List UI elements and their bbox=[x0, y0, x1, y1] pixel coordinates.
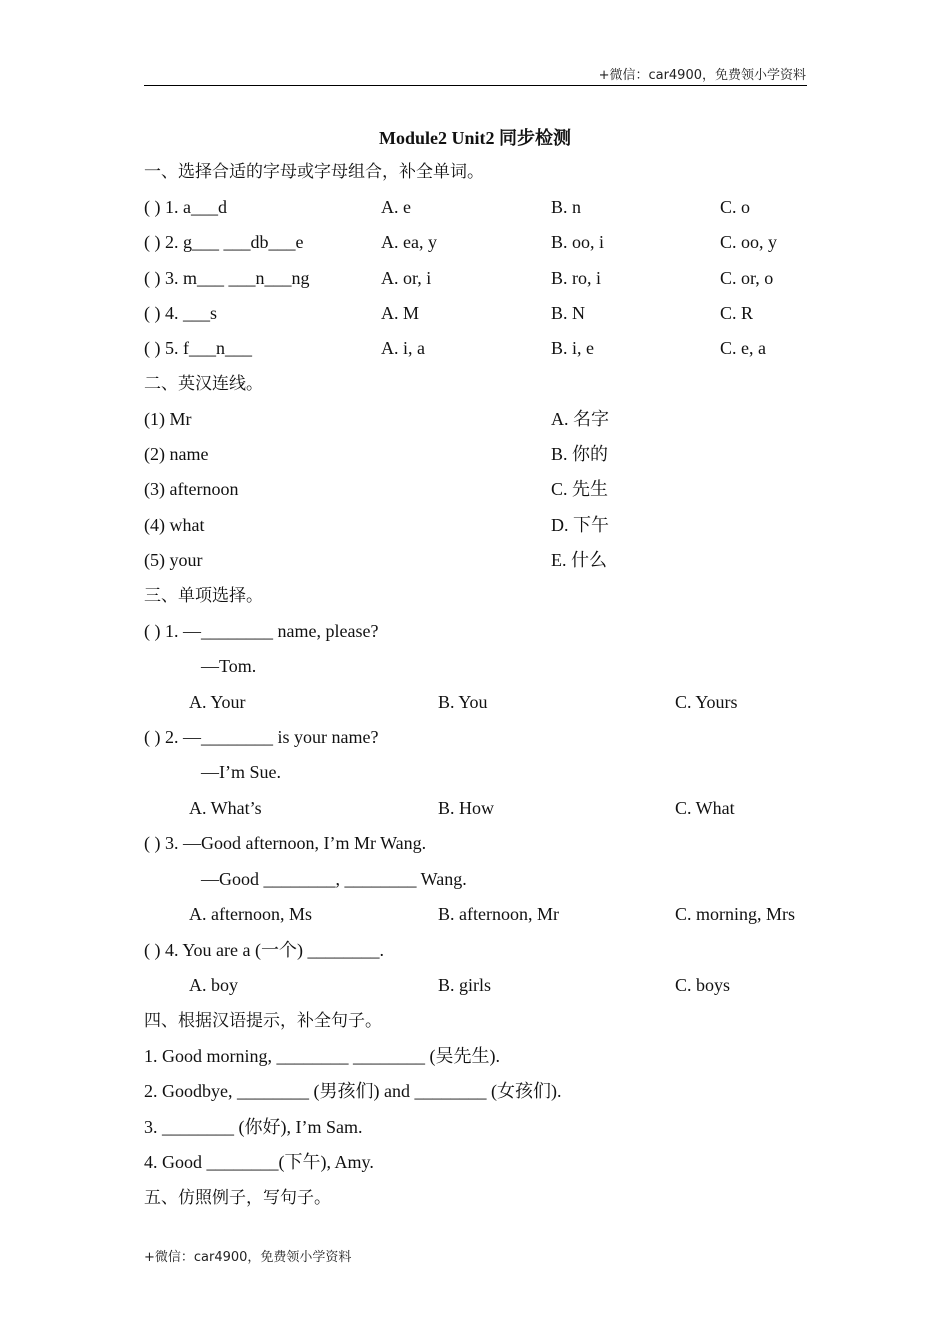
s4-item-1: 1. Good morning, ________ ________ (吴先生). bbox=[144, 1046, 500, 1066]
section2-heading: 二、英汉连线。 bbox=[144, 374, 263, 394]
s2-right-2: B. 你的 bbox=[551, 444, 609, 464]
section5-heading: 五、仿照例子，写句子。 bbox=[144, 1188, 331, 1208]
s3-q2-option-a: A. What’s bbox=[189, 798, 262, 818]
section1-heading: 一、选择合适的字母或字母组合，补全单词。 bbox=[144, 162, 484, 182]
s1-q5-option-a: A. i, a bbox=[381, 338, 425, 358]
s1-q3-option-c: C. or, o bbox=[720, 268, 774, 288]
s2-right-3: C. 先生 bbox=[551, 479, 609, 499]
s1-q2-option-b: B. oo, i bbox=[551, 232, 605, 252]
s2-left-3: (3) afternoon bbox=[144, 479, 239, 499]
s3-q2-reply: —I’m Sue. bbox=[201, 762, 281, 782]
s1-q1-option-a: A. e bbox=[381, 197, 411, 217]
s4-item-2: 2. Goodbye, ________ (男孩们) and ________ (女孩们). bbox=[144, 1081, 562, 1101]
s3-q1-option-c: C. Yours bbox=[675, 692, 738, 712]
s1-q4-option-a: A. M bbox=[381, 303, 420, 323]
s2-right-4: D. 下午 bbox=[551, 515, 609, 535]
s3-q1-reply: —Tom. bbox=[201, 656, 257, 676]
s1-q4-option-b: B. N bbox=[551, 303, 586, 323]
s3-q1: ( ) 1. —________ name, please? bbox=[144, 621, 379, 641]
s3-q4: ( ) 4. You are a (一个) ________. bbox=[144, 940, 384, 960]
s2-right-1: A. 名字 bbox=[551, 409, 609, 429]
header-note: +微信：car4900，免费领小学资料 bbox=[598, 68, 806, 83]
section3-heading: 三、单项选择。 bbox=[144, 586, 263, 606]
s2-left-5: (5) your bbox=[144, 550, 203, 570]
s2-left-1: (1) Mr bbox=[144, 409, 192, 429]
s3-q3-option-a: A. afternoon, Ms bbox=[189, 904, 312, 924]
header-rule bbox=[144, 85, 807, 86]
s2-right-5: E. 什么 bbox=[551, 550, 607, 570]
s1-q2-option-c: C. oo, y bbox=[720, 232, 778, 252]
s3-q4-option-a: A. boy bbox=[189, 975, 238, 995]
s1-q3: ( ) 3. m___ ___n___ng bbox=[144, 268, 310, 288]
s1-q5: ( ) 5. f___n___ bbox=[144, 338, 252, 358]
s1-q5-option-b: B. i, e bbox=[551, 338, 594, 358]
s3-q2-option-c: C. What bbox=[675, 798, 735, 818]
s1-q1-option-c: C. o bbox=[720, 197, 751, 217]
s1-q3-option-b: B. ro, i bbox=[551, 268, 602, 288]
s3-q1-option-b: B. You bbox=[438, 692, 488, 712]
s1-q4: ( ) 4. ___s bbox=[144, 303, 217, 323]
s1-q1-option-b: B. n bbox=[551, 197, 582, 217]
s1-q4-option-c: C. R bbox=[720, 303, 754, 323]
page-title: Module2 Unit2 同步检测 bbox=[378, 128, 571, 148]
s4-item-3: 3. ________ (你好), I’m Sam. bbox=[144, 1117, 363, 1137]
section4-heading: 四、根据汉语提示，补全句子。 bbox=[144, 1011, 382, 1031]
s1-q2: ( ) 2. g___ ___db___e bbox=[144, 232, 304, 252]
s3-q3-option-b: B. afternoon, Mr bbox=[438, 904, 559, 924]
footer-note: +微信：car4900，免费领小学资料 bbox=[144, 1250, 352, 1265]
s3-q4-option-c: C. boys bbox=[675, 975, 731, 995]
s2-left-4: (4) what bbox=[144, 515, 205, 535]
s3-q3: ( ) 3. —Good afternoon, I’m Mr Wang. bbox=[144, 833, 427, 853]
s3-q2: ( ) 2. —________ is your name? bbox=[144, 727, 379, 747]
s3-q3-option-c: C. morning, Mrs bbox=[675, 904, 796, 924]
s1-q5-option-c: C. e, a bbox=[720, 338, 766, 358]
s4-item-4: 4. Good ________(下午), Amy. bbox=[144, 1152, 374, 1172]
s3-q4-option-b: B. girls bbox=[438, 975, 492, 995]
s3-q2-option-b: B. How bbox=[438, 798, 495, 818]
s2-left-2: (2) name bbox=[144, 444, 209, 464]
s3-q3-reply: —Good ________, ________ Wang. bbox=[201, 869, 467, 889]
s1-q2-option-a: A. ea, y bbox=[381, 232, 437, 252]
s1-q3-option-a: A. or, i bbox=[381, 268, 432, 288]
s3-q1-option-a: A. Your bbox=[189, 692, 246, 712]
s1-q1: ( ) 1. a___d bbox=[144, 197, 227, 217]
